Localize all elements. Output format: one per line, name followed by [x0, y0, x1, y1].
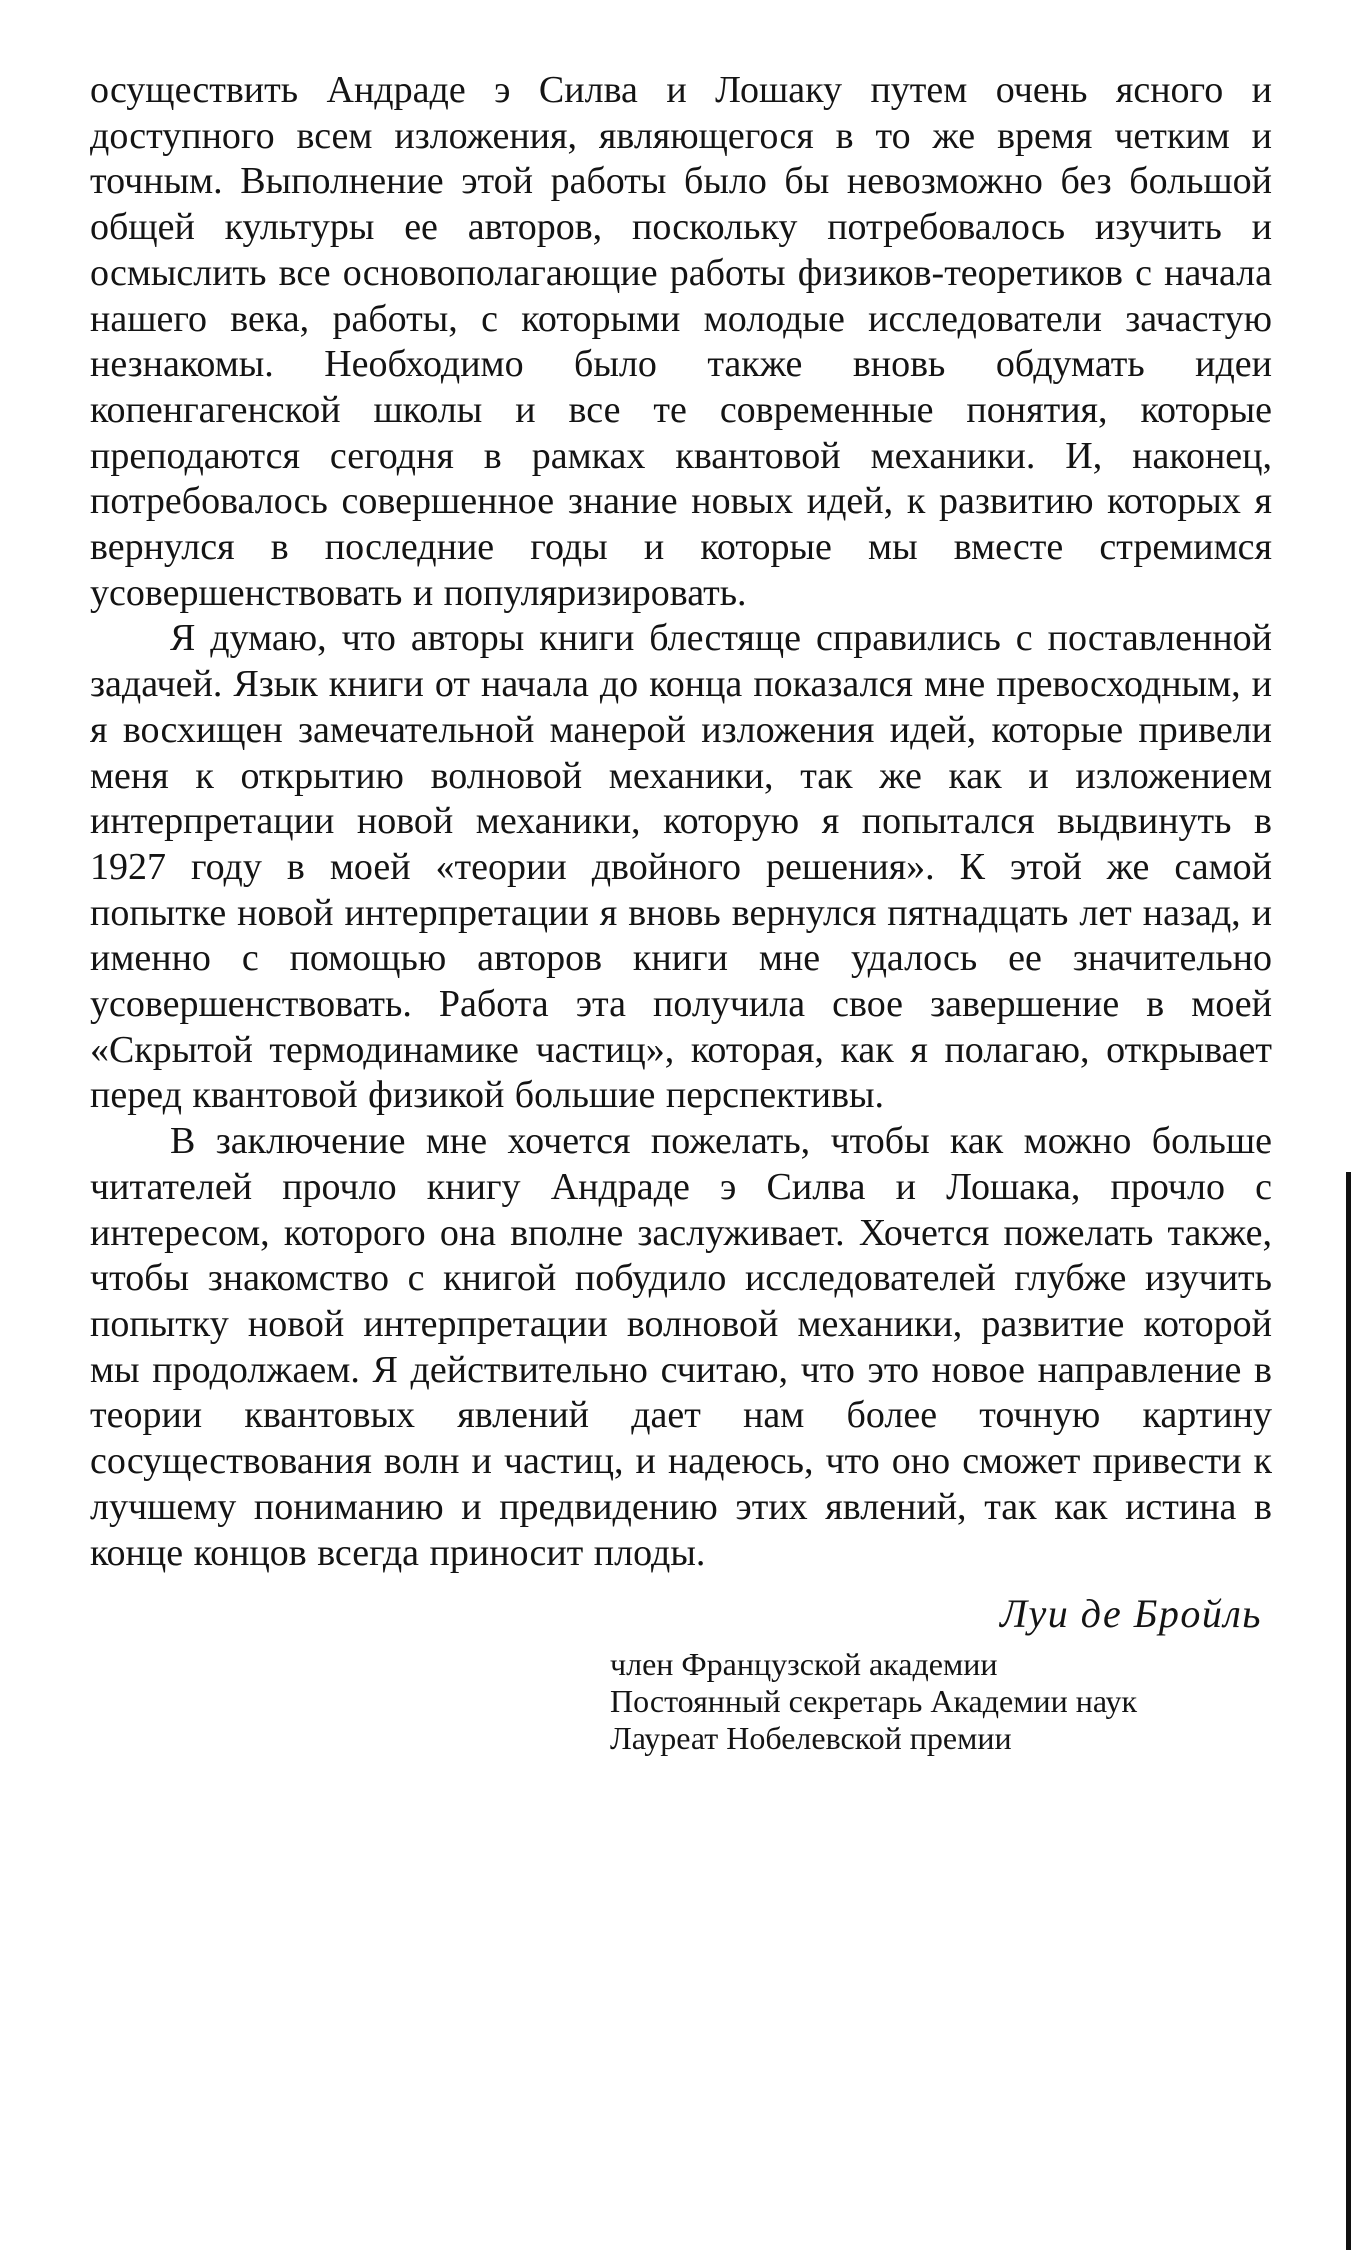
paragraph-2: Я думаю, что авторы книги блестяще справились с поставленной задачей. Язык книги от начала до конца показался мне превосходным, и я восхищен замечательной манерой изложения идей, которые привели меня к открытию волновой механики, так же как и изложением интерпретации новой механики, которую я попытался выдвинуть в 1927 году в моей «теории двойного решения». К этой же самой попытке новой интерпретации я вновь вернулся пятнадцать лет назад, и именно с помощью авторов книги мне удалось ее значительно усовершенствовать. Работа эта получила свое завершение в моей «Скрытой термодинамике частиц», которая, как я полагаю, открывает перед квантовой физикой большие перспективы. [90, 617, 1272, 1117]
scan-edge-border [1346, 1172, 1351, 2250]
paragraph-3: В заключение мне хочется пожелать, чтобы как можно больше читателей прочло книгу Андраде э Силва и Лошака, прочло с интересом, которого она вполне заслуживает. Хочется пожелать также, чтобы знакомство с книгой побудило исследователей глубже изучить попытку новой интерпретации волновой механики, развитие которой мы продолжаем. Я действительно считаю, что это новое направление в теории квантовых явлений дает нам более точную картину сосуществования волн и частиц, и надеюсь, что оно сможет привести к лучшему пониманию и предвидению этих явлений, так как истина в конце концов всегда приносит плоды. [90, 1120, 1272, 1574]
signature-name: Луи де Бройль [999, 1591, 1262, 1637]
title-permanent-secretary: Постоянный секретарь Академии наук [610, 1683, 1137, 1720]
signature-titles [610, 1646, 1272, 1757]
page-text [90, 68, 1272, 1757]
title-academy-member: член Французской академии [610, 1646, 998, 1683]
title-nobel-laureate: Лауреат Нобелевской премии [610, 1720, 1012, 1757]
paragraph-1: осуществить Андраде э Силва и Лошаку путем очень ясного и доступного всем изложения, являющегося в то же время четким и точным. Выполнение этой работы было бы невозможно без большой общей культуры ее авторов, поскольку потребовалось изучить и осмыслить все основополагающие работы физиков-теоретиков с начала нашего века, работы, с которыми молодые исследователи зачастую незнакомы. Необходимо было также вновь обдумать идеи копенгагенской школы и все те современные понятия, которые преподаются сегодня в рамках квантовой механики. И, наконец, потребовалось совершенное знание новых идей, к развитию которых я вернулся в последние годы и которые мы вместе стремимся усовершенствовать и популяризировать. [90, 69, 1272, 614]
